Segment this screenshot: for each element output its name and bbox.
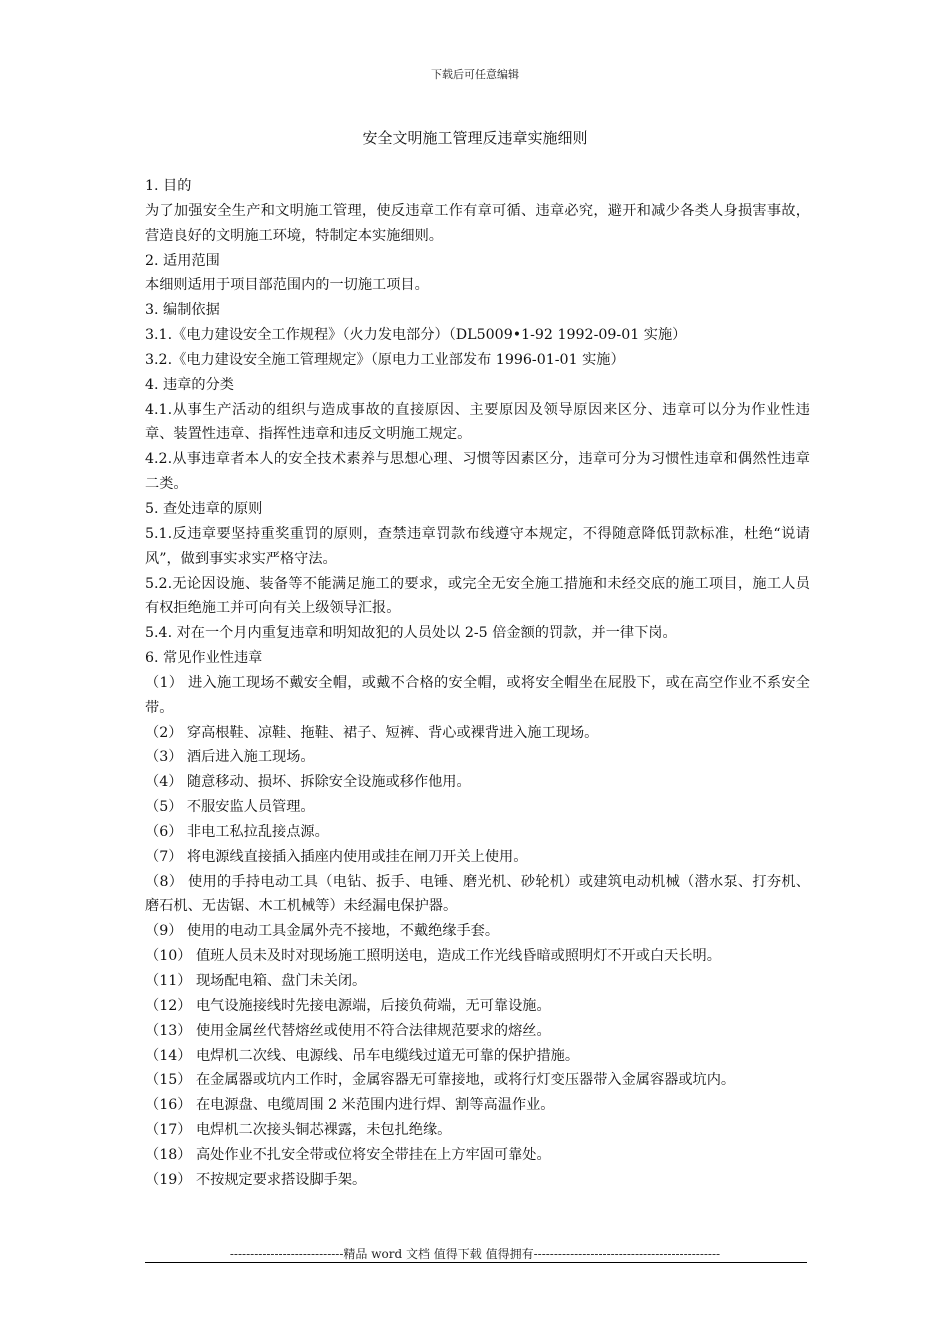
header-note: 下载后可任意编辑: [431, 68, 519, 81]
list-item: （17） 电焊机二次接头铜芯裸露，未包扎绝缘。: [145, 1122, 452, 1139]
list-item: （5） 不服安监人员管理。: [145, 799, 315, 816]
section-heading: 2. 适用范围: [145, 252, 220, 269]
list-item: （2） 穿高根鞋、凉鞋、拖鞋、裙子、短裤、背心或裸背进入施工现场。: [145, 724, 599, 741]
section-heading: 4. 违章的分类: [145, 376, 234, 393]
footer-divider: [145, 1262, 807, 1263]
document-body: [145, 174, 810, 1193]
list-item: （12） 电气设施接线时先接电源端，后接负荷端，无可靠设施。: [145, 997, 551, 1014]
list-item: （6） 非电工私拉乱接点源。: [145, 823, 329, 840]
paragraph: 本细则适用于项目部范围内的一切施工项目。: [145, 277, 429, 294]
section-heading: 5. 查处违章的原则: [145, 500, 263, 517]
list-item: （8） 使用的手持电动工具（电钻、扳手、电锤、磨光机、砂轮机）或建筑电动机械（潜水泵、打夯机、磨石机、无齿锯、木工机械等）未经漏电保护器。: [145, 873, 810, 915]
list-item: （16） 在电源盘、电缆周围 2 米范围内进行焊、割等高温作业。: [145, 1097, 555, 1114]
section-heading: 3. 编制依据: [145, 302, 220, 319]
list-item: （7） 将电源线直接插入插座内使用或挂在闸刀开关上使用。: [145, 848, 528, 865]
list-item: （14） 电焊机二次线、电源线、吊车电缆线过道无可靠的保护措施。: [145, 1047, 580, 1064]
document-title: 安全文明施工管理反违章实施细则: [362, 129, 588, 147]
list-item: （13） 使用金属丝代替熔丝或使用不符合法律规范要求的熔丝。: [145, 1022, 551, 1039]
list-item: （10） 值班人员未及时对现场施工照明送电，造成工作光线昏暗或照明灯不开或白天长明。: [145, 948, 721, 965]
list-item: （3） 酒后进入施工现场。: [145, 749, 315, 766]
section-heading: 6. 常见作业性违章: [145, 650, 263, 667]
list-item: （1） 进入施工现场不戴安全帽，或戴不合格的安全帽，或将安全帽坐在屁股下，或在高空作业不系安全带。: [145, 674, 810, 716]
list-item: （4） 随意移动、损坏、拆除安全设施或移作他用。: [145, 774, 471, 791]
list-item: （19） 不按规定要求搭设脚手架。: [145, 1171, 367, 1188]
paragraph: 为了加强安全生产和文明施工管理，使反违章工作有章可循、违章必究，避开和减少各类人身损害事故，营造良好的文明施工环境，特制定本实施细则。: [145, 202, 810, 244]
list-item: （15） 在金属器或坑内工作时，金属容器无可靠接地，或将行灯变压器带入金属容器或坑内。: [145, 1072, 736, 1089]
paragraph: 5.2.无论因设施、装备等不能满足施工的要求，或完全无安全施工措施和未经交底的施工项目，施工人员有权拒绝施工并可向有关上级领导汇报。: [145, 575, 810, 617]
list-item: （9） 使用的电动工具金属外壳不接地，不戴绝缘手套。: [145, 923, 500, 940]
section-heading: 1. 目的: [145, 178, 192, 194]
paragraph: 4.2.从事违章者本人的安全技术素养与思想心理、习惯等因素区分，违章可分为习惯性违章和偶然性违章二类。: [145, 451, 810, 493]
list-item: （18） 高处作业不扎安全带或位将安全带挂在上方牢固可靠处。: [145, 1146, 551, 1163]
footer-note: ----------------------------精品 word 文档 值得下载 值得拥有----------------------------------------------: [229, 1247, 721, 1261]
paragraph: 3.1.《电力建设安全工作规程》（火力发电部分）（DL5009•1-92 1992-09-01 实施）: [145, 327, 687, 344]
paragraph: 3.2.《电力建设安全施工管理规定》（原电力工业部发布 1996-01-01 实施）: [145, 351, 625, 368]
paragraph: 5.4. 对在一个月内重复违章和明知故犯的人员处以 2-5 倍金额的罚款，并一律下岗。: [145, 625, 677, 642]
paragraph: 5.1.反违章要坚持重奖重罚的原则，查禁违章罚款布线遵守本规定，不得随意降低罚款标准，杜绝“说请风”，做到事实求实严格守法。: [145, 525, 810, 567]
paragraph: 4.1.从事生产活动的组织与造成事故的直接原因、主要原因及领导原因来区分、违章可以分为作业性违章、装置性违章、指挥性违章和违反文明施工规定。: [145, 401, 810, 443]
list-item: （11） 现场配电箱、盘门未关闭。: [145, 973, 367, 989]
